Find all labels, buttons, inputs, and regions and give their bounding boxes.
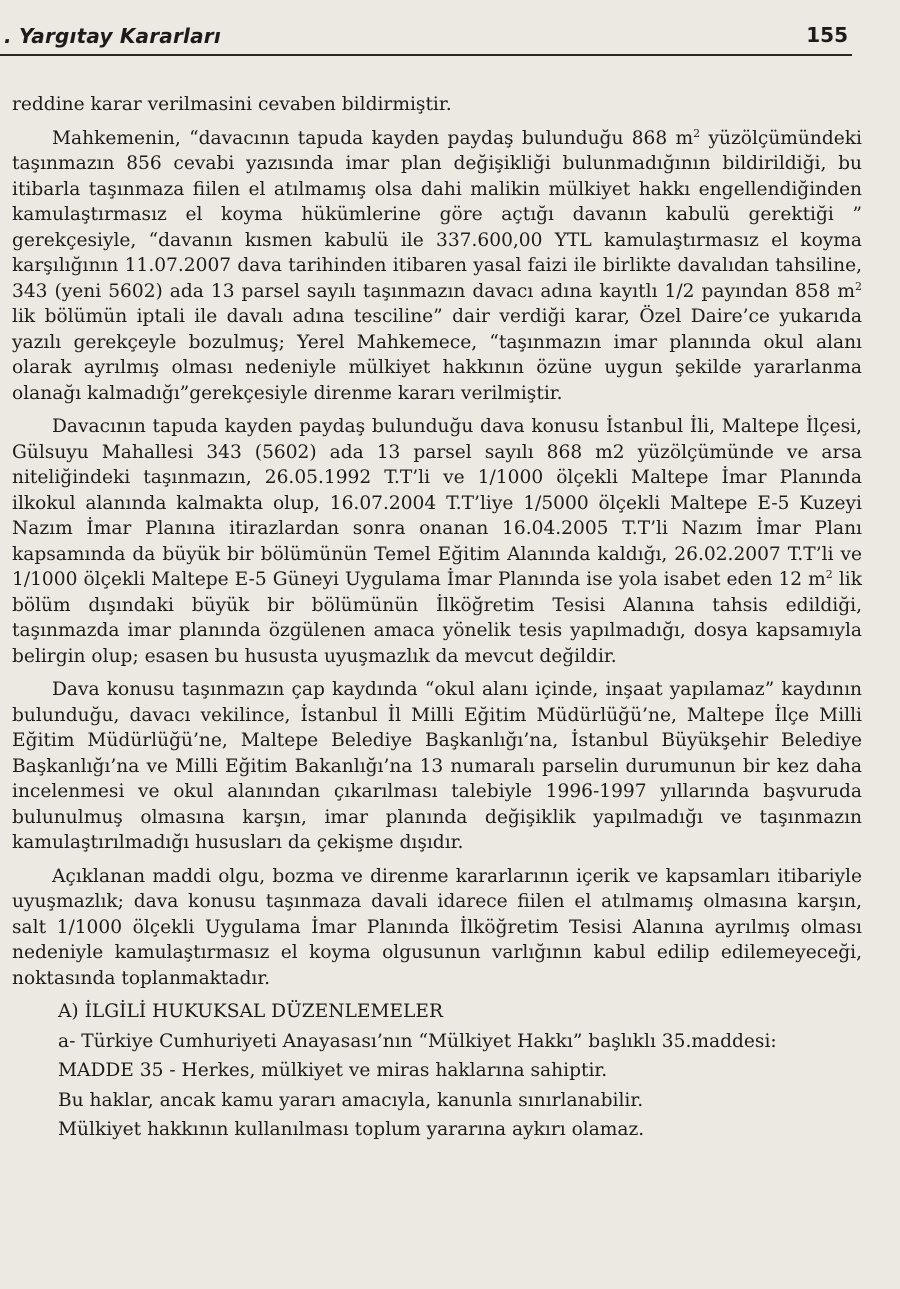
article-line-3: Mülkiyet hakkının kullanılması toplum yararına aykırı olamaz.: [58, 1119, 645, 1140]
page-body: [12, 92, 862, 1147]
paragraph-2-part-b: yüzölçümündeki taşınmazın 856 cevabi yazısında imar plan değişikliği bulunmadığının bildirildiği, bu itibarla taşınmaza fiilen el atılmamış olsa dahi malikin mülkiyet hakkı engellendiğinden kamulaştırmasız el koyma hükümlerine göre açtığı davanın kabulü gerektiği ” gerekçesiyle, “davanın kısmen kabulü ile 337.600,00 YTL kamulaştırmasız el koyma karşılığının 11.07.2007 dava tarihinden itibaren yasal faizi ile birlikte davalıdan tahsiline, 343 (yeni 5602) ada 13 parsel sayılı taşınmazın davacı adına kayıtlı 1/2 payından 858 m: [12, 127, 862, 302]
paragraph-1: reddine karar verilmasini cevaben bildirmiştir.: [12, 94, 452, 115]
paragraph-3: [12, 414, 862, 669]
section-heading: A) İLGİLİ HUKUKSAL DÜZENLEMELER: [58, 1001, 443, 1022]
superscript: 2: [693, 126, 701, 140]
page-header: [0, 20, 852, 56]
running-title: . Yargıtay Kararları: [4, 24, 221, 48]
paragraph-4: Dava konusu taşınmazın çap kaydında “okul alanı içinde, inşaat yapılamaz” kaydının bulunduğu, davacı vekilince, İstanbul İl Milli Eğitim Müdürlüğü’ne, Maltepe İlçe Milli Eğitim Müdürlüğü’ne, Maltepe Belediye Başkanlığı’na, İstanbul Büyükşehir Belediye Başkanlığı’na ve Milli Eğitim Bakanlığı’na 13 numaralı parselin durumunun bir kez daha incelenmesi ve okul alanından çıkarılması talebiyle 1996-1997 yıllarında başvuruda bulunulmuş olmasına karşın, imar planında değişiklik yapılmadığı ve taşınmazın kamulaştırılmadığı hususları da çekişme dışıdır.: [12, 679, 862, 853]
superscript: 2: [825, 567, 833, 581]
paragraph-3-part-b: lik bölüm dışındaki büyük bir bölümünün İlköğretim Tesisi Alanına tahsis edildiği, taşınmazda imar planında özgülenen amaca yönelik tesis yapılmadığı, dosya kapsamıyla belirgin olup; esasen bu hususta uyuşmazlık da mevcut değildir.: [12, 569, 862, 667]
paragraph-3-part-a: Davacının tapuda kayden paydaş bulunduğu dava konusu İstanbul İli, Maltepe İlçesi, Gülsuyu Mahallesi 343 (5602) ada 13 parsel sayılı 868 m2 yüzölçümünde ve arsa niteliğindeki taşınmazın, 26.05.1992 T.T’li ve 1/1000 ölçekli Maltepe İmar Planında ilkokul alanında kalmakta olup, 16.07.2004 T.T’liye 1/5000 ölçekli Maltepe E-5 Kuzeyi Nazım İmar Planına itirazlardan sonra onanan 16.04.2005 T.T’li Nazım İmar Planı kapsamında da büyük bir bölümünün Temel Eğitim Alanında kaldığı, 26.02.2007 T.T’li ve 1/1000 ölçekli Maltepe E-5 Güneyi Uygulama İmar Planında ise yola isabet eden 12 m: [12, 416, 862, 590]
article-line-1: MADDE 35 - Herkes, mülkiyet ve miras haklarına sahiptir.: [58, 1060, 608, 1081]
paragraph-2-part-c: lik bölümün iptali ile davalı adına tesciline” dair verdiği karar, Özel Daire’ce yukarıda yazılı gerekçeyle bozulmuş; Yerel Mahkemece, “taşınmazın imar planında okul alanı olarak ayrılmış olması nedeniyle mülkiyet hakkının özüne uygun şekilde yararlanma olanağı kalmadığı”gerekçesiyle direnme kararı verilmiştir.: [12, 306, 862, 404]
page-number: 155: [806, 23, 848, 47]
item-a: a- Türkiye Cumhuriyeti Anayasası’nın “Mülkiyet Hakkı” başlıklı 35.maddesi:: [58, 1030, 777, 1052]
superscript: 2: [855, 279, 862, 293]
paragraph-2-part-a: Mahkemenin, “davacının tapuda kayden paydaş bulunduğu 868 m: [52, 127, 694, 149]
paragraph-2: [12, 126, 862, 407]
article-line-2: Bu haklar, ancak kamu yararı amacıyla, kanunla sınırlanabilir.: [58, 1089, 644, 1111]
paragraph-5: Açıklanan maddi olgu, bozma ve direnme kararlarının içerik ve kapsamları itibariyle uyuşmazlık; dava konusu taşınmaza davali idarece fiilen el atılmamış olmasına karşın, salt 1/1000 ölçekli Uygulama İmar Planında İlköğretim Tesisi Alanına ayrılmış olması nedeniyle kamulaştırmasız el koyma olgusunun varlığının kabul edilip edilemeyeceği, noktasında toplanmaktadır.: [12, 865, 862, 989]
